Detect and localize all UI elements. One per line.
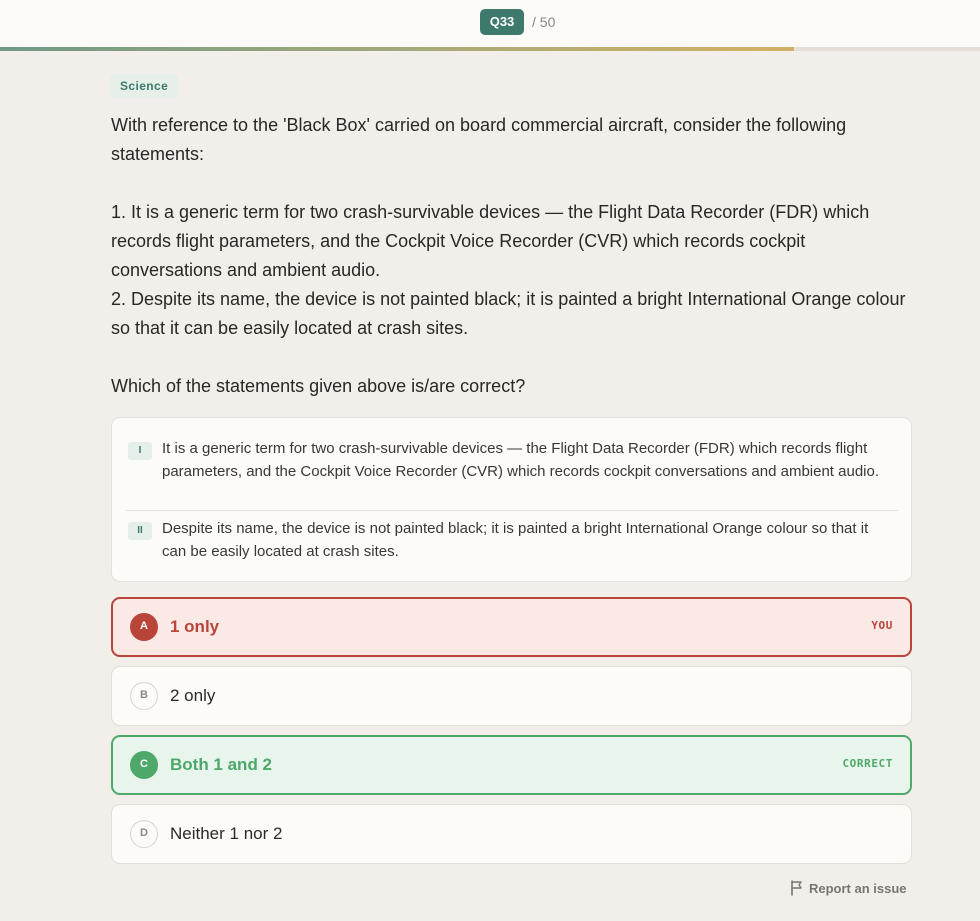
question-prompt: Which of the statements given above is/are correct?	[111, 376, 526, 396]
statement-numeral: II	[128, 522, 152, 540]
correct-answer-tag: CORRECT	[842, 757, 893, 770]
question-text	[111, 111, 911, 401]
option-letter: D	[130, 820, 158, 848]
question-statement-2: 2. Despite its name, the device is not painted black; it is painted a bright International Orange colour so that it can be easily located at crash sites.	[111, 289, 906, 338]
progress-bar	[0, 47, 980, 51]
option-label: 2 only	[170, 686, 216, 705]
question-intro: With reference to the 'Black Box' carried on board commercial aircraft, consider the following statements:	[111, 115, 847, 164]
progress-fill	[0, 47, 794, 51]
option-b[interactable]	[111, 666, 912, 726]
statement-text: It is a generic term for two crash-survivable devices — the Flight Data Recorder (FDR) which records flight parameters, and the Cockpit Voice Recorder (CVR) which records cockpit conversations and ambient audio.	[162, 440, 880, 480]
statement-divider	[126, 510, 898, 511]
statements-panel	[111, 417, 912, 582]
question-spacer	[111, 343, 911, 372]
your-answer-tag: YOU	[871, 619, 893, 632]
option-letter: C	[130, 751, 158, 779]
option-label: Neither 1 nor 2	[170, 824, 283, 843]
option-a[interactable]	[111, 597, 912, 657]
question-statement-1: 1. It is a generic term for two crash-survivable devices — the Flight Data Recorder (FDR) which records flight parameters, and the Cockpit Voice Recorder (CVR) which records cockpit conversations and ambient audio.	[111, 202, 870, 280]
top-bar	[0, 0, 980, 48]
option-label: 1 only	[170, 617, 220, 636]
subject-tag: Science	[110, 75, 178, 98]
report-issue-label: Report an issue	[809, 881, 907, 896]
statement-numeral: I	[128, 442, 152, 460]
option-letter: A	[130, 613, 158, 641]
option-letter: B	[130, 682, 158, 710]
option-c[interactable]	[111, 735, 912, 795]
option-label: Both 1 and 2	[170, 755, 273, 774]
question-total: / 50	[532, 14, 556, 30]
question-number-badge: Q33	[480, 9, 524, 35]
statement-text: Despite its name, the device is not painted black; it is painted a bright International Orange colour so that it can be easily located at crash sites.	[162, 520, 869, 560]
option-d[interactable]	[111, 804, 912, 864]
flag-icon	[790, 880, 804, 896]
question-spacer	[111, 169, 911, 198]
